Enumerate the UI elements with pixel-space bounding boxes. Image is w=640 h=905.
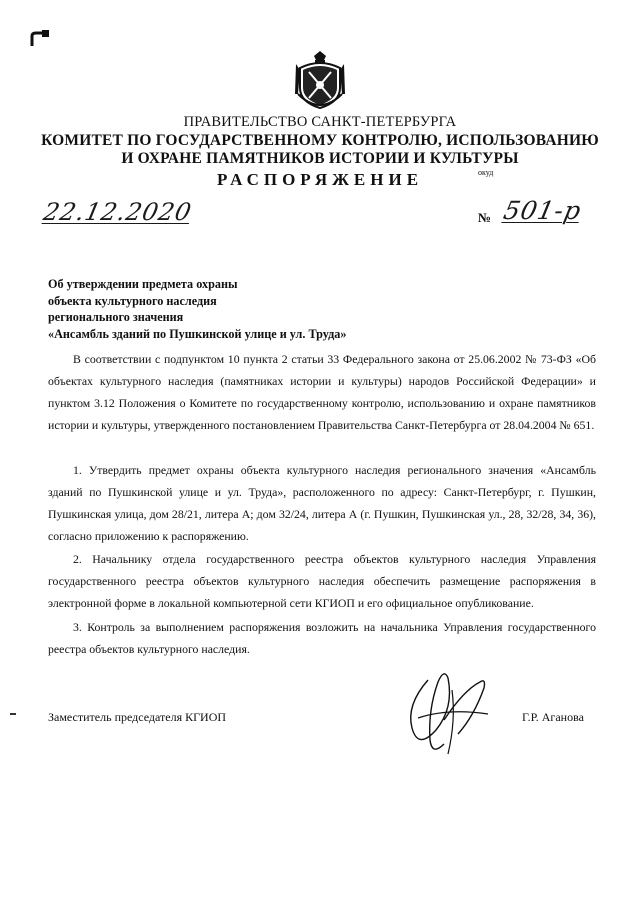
clause-2-paragraph: 2. Начальнику отдела государственного реестра объектов культурного наследия Управления государственного реестра объектов культурного наследия обеспечить размещение распоряжения в электронной форме в локальной компьютерной сети КГИОП и его официальное опубликование.	[48, 552, 596, 610]
subject-line: объекта культурного наследия	[48, 293, 217, 308]
clause-3-paragraph: 3. Контроль за выполнением распоряжения возложить на начальника Управления государственного реестра объектов культурного наследия.	[48, 620, 596, 656]
document-type-title: РАСПОРЯЖЕНИЕ	[216, 170, 424, 189]
handwritten-signature-icon	[388, 660, 498, 760]
preamble-paragraph: В соответствии с подпунктом 10 пункта 2 статьи 33 Федерального закона от 25.06.2002 № 73-ФЗ «Об объектах культурного наследия (памятниках истории и культуры) народов Российской Федерации» и пунктом 3.12 Положения о Комитете по государственному контролю, использованию и охране памятников истории и культуры, утвержденного постановлением Правительства Санкт-Петербурга от 28.04.2004 № 651.	[48, 352, 596, 432]
signatory-name: Г.Р. Аганова	[522, 710, 584, 724]
subject-line: «Ансамбль зданий по Пушкинской улице и ул. Труда»	[48, 326, 347, 341]
order-subject	[48, 276, 346, 342]
signatory-position: Заместитель председателя КГИОП	[48, 710, 227, 724]
margin-mark	[10, 713, 16, 715]
committee-line-1: КОМИТЕТ ПО ГОСУДАРСТВЕННОМУ КОНТРОЛЮ, ИСПОЛЬЗОВАНИЮ	[41, 132, 599, 149]
coat-of-arms-icon	[294, 50, 346, 112]
government-name: ПРАВИТЕЛЬСТВО САНКТ-ПЕТЕРБУРГА	[183, 114, 457, 130]
clause-1-paragraph: 1. Утвердить предмет охраны объекта культурного наследия регионального значения «Ансамбль зданий по Пушкинской улице и ул. Труда», расположенного по адресу: Санкт-Петербург, г. Пушкин, Пушкинская улица, дом 28/21, литера А; дом 32/24, литера А (г. Пушкин, Пушкинская ул., 28, 32/28, 34, 36), согласно приложению к распоряжению.	[48, 463, 596, 543]
okud-label: окуд	[478, 168, 494, 177]
subject-line: регионального значения	[48, 310, 184, 324]
subject-line: Об утверждении предмета охраны	[48, 277, 238, 291]
handwritten-order-number: 501-р	[500, 196, 585, 225]
committee-name	[0, 132, 640, 168]
handwritten-date: 22.12.2020	[41, 198, 195, 226]
order-number-label: №	[478, 210, 492, 225]
corner-mark-icon	[30, 30, 50, 48]
committee-line-2: И ОХРАНЕ ПАМЯТНИКОВ ИСТОРИИ И КУЛЬТУРЫ	[121, 150, 519, 167]
